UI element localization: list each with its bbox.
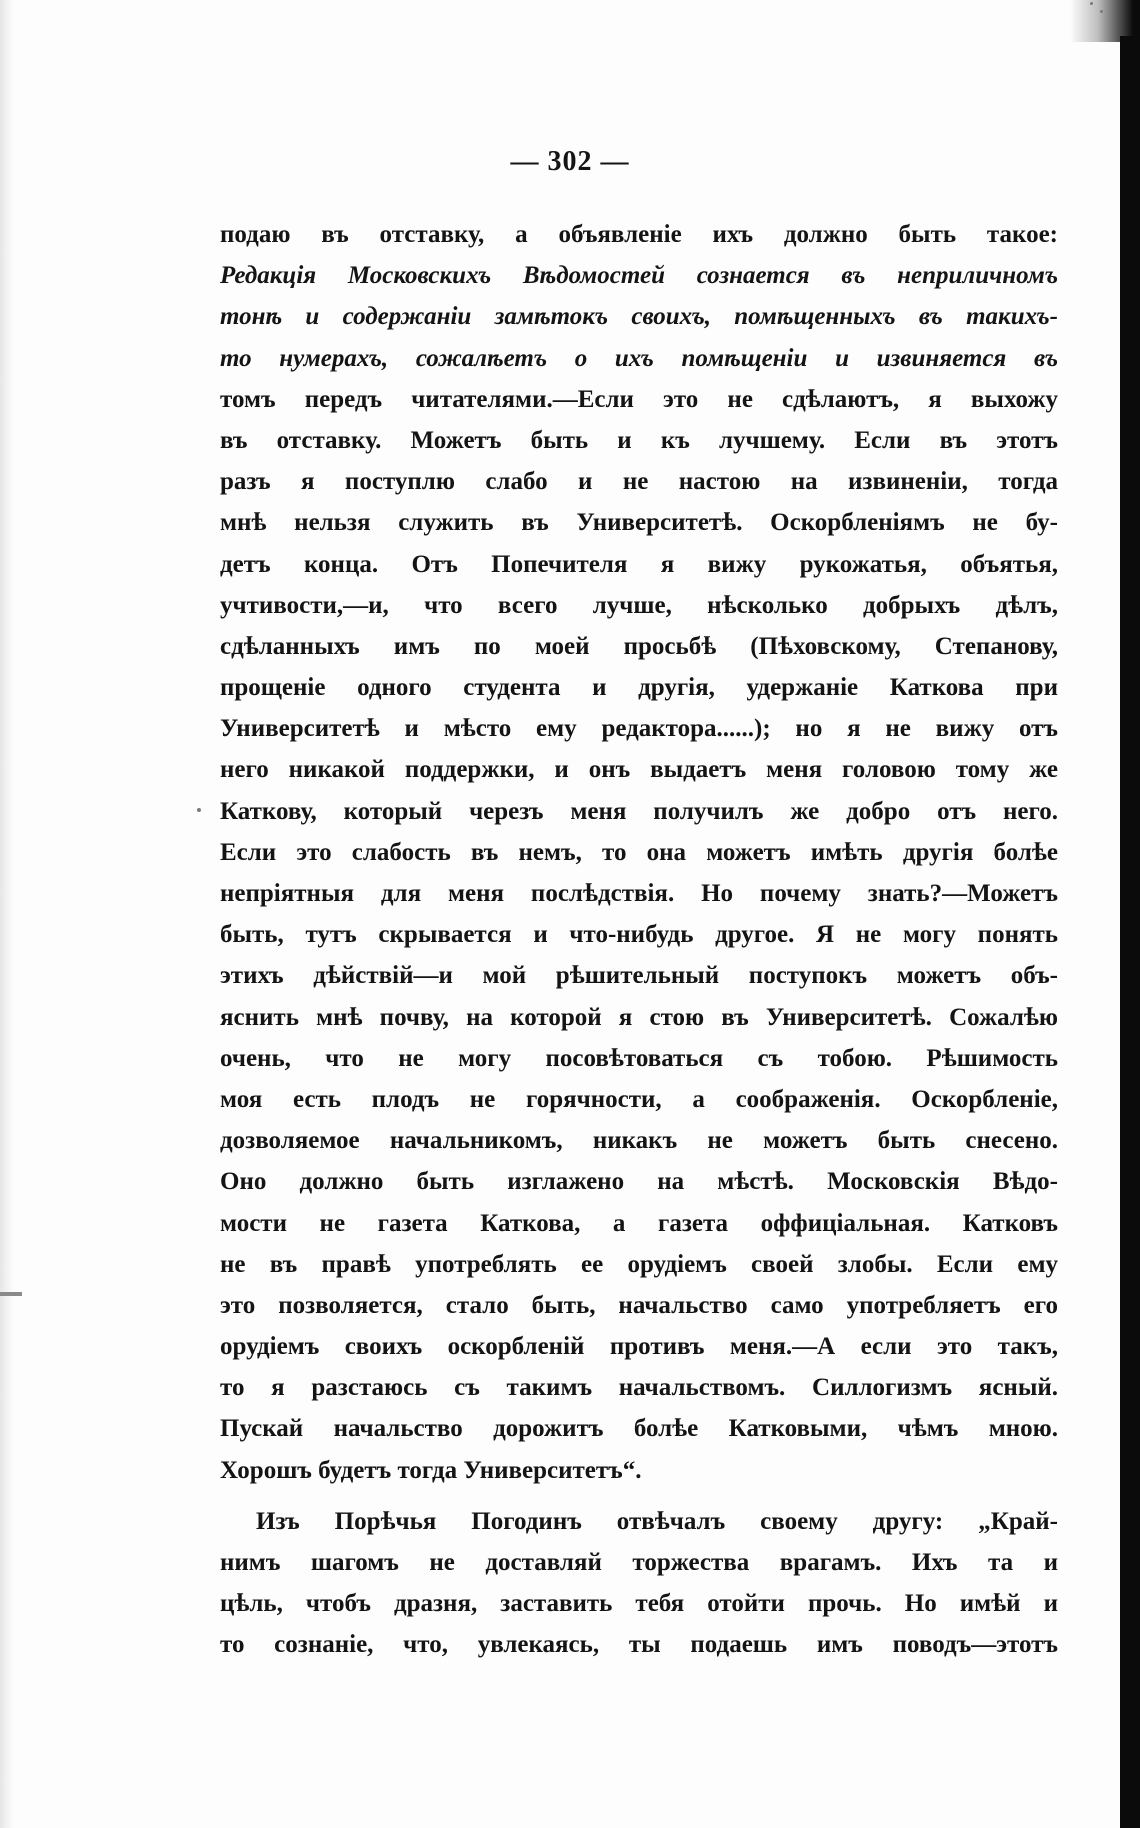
text-line: дозволяемое начальникомъ, никакъ не можетъ быть снесено. xyxy=(220,1127,1058,1155)
text-line: мости не газета Каткова, а газета оффиціальная. Катковъ xyxy=(220,1209,1058,1237)
text-line: то нумерахъ, сожалѣетъ о ихъ помѣщеніи и извиняется въ xyxy=(220,344,1058,372)
text-line: быть, тутъ скрывается и что-нибудь другое. Я не могу понять xyxy=(220,921,1058,949)
scan-speck xyxy=(197,808,201,812)
text-line: этихъ дѣйствій—и мой рѣшительный поступокъ можетъ объ- xyxy=(220,962,1058,990)
text-line: Пускай начальство дорожитъ болѣе Катковыми, чѣмъ мною. xyxy=(220,1415,1058,1443)
text-line: Хорошъ будетъ тогда Университетъ“. xyxy=(220,1456,642,1484)
text-line: Изъ Порѣчья Погодинъ отвѣчалъ своему другу: „Край- xyxy=(256,1507,1058,1535)
text-line: то я разстаюсь съ такимъ начальствомъ. Силлогизмъ ясный. xyxy=(220,1374,1058,1402)
text-line: цѣль, чтобъ дразня, заставить тебя отойти прочь. Но имѣй и xyxy=(220,1590,1058,1618)
text-line: учтивости,—и, что всего лучше, нѣсколько добрыхъ дѣлъ, xyxy=(220,591,1058,619)
scan-speck xyxy=(1090,2,1093,5)
text-line: сдѣланныхъ имъ по моей просьбѣ (Пѣховскому, Степанову, xyxy=(220,632,1058,660)
paragraph-gap xyxy=(220,1491,1058,1501)
text-line: яснить мнѣ почву, на которой я стою въ Университетѣ. Сожалѣю xyxy=(220,1003,1058,1031)
text-line: въ отставку. Можетъ быть и къ лучшему. Если въ этотъ xyxy=(220,426,1058,454)
text-line: непріятныя для меня послѣдствія. Но почему знать?—Можетъ xyxy=(220,880,1058,907)
text-line: разъ я поступлю слабо и не настою на извиненіи, тогда xyxy=(220,468,1058,496)
page-number: — 302 — xyxy=(510,146,630,177)
text-line: это позволяется, стало быть, начальство само употребляетъ его xyxy=(220,1291,1058,1319)
text-line: подаю въ отставку, а объявленіе ихъ должно быть такое: xyxy=(220,221,1058,248)
text-line: Если это слабость въ немъ, то она можетъ имѣть другія болѣе xyxy=(220,838,1058,866)
scan-left-shadow xyxy=(0,0,14,1828)
text-line: Каткову, который черезъ меня получилъ же добро отъ него. xyxy=(220,797,1058,825)
text-line: орудіемъ своихъ оскорбленій противъ меня.—А если это такъ, xyxy=(220,1333,1058,1361)
body-text xyxy=(220,214,1058,1666)
text-line: нимъ шагомъ не доставляй торжества врагамъ. Ихъ та и xyxy=(220,1549,1058,1576)
text-line: мнѣ нельзя служить въ Университетѣ. Оскорбленіямъ не бу- xyxy=(220,509,1058,537)
text-line: тонѣ и содержаніи замѣтокъ своихъ, помѣщенныхъ въ такихъ- xyxy=(220,303,1058,331)
text-line: томъ передъ читателями.—Если это не сдѣлаютъ, я выхожу xyxy=(220,385,1058,413)
text-line: моя есть плодъ не горячности, а соображенія. Оскорбленіе, xyxy=(220,1085,1058,1113)
scan-right-edge xyxy=(1120,36,1140,1828)
text-line: то сознаніе, что, увлекаясь, ты подаешь имъ поводъ—этотъ xyxy=(220,1631,1058,1659)
scan-margin-mark xyxy=(0,1292,22,1296)
text-line: прощеніе одного студента и другія, удержаніе Каткова при xyxy=(220,674,1058,702)
text-line: очень, что не могу посовѣтоваться съ тобою. Рѣшимость xyxy=(220,1044,1058,1072)
text-line: Оно должно быть изглажено на мѣстѣ. Московскія Вѣдо- xyxy=(220,1168,1058,1196)
text-line: не въ правѣ употреблять ее орудіемъ своей злобы. Если ему xyxy=(220,1250,1058,1278)
text-line: Университетѣ и мѣсто ему редактора......); но я не вижу отъ xyxy=(220,715,1058,743)
text-line: детъ конца. Отъ Попечителя я вижу рукожатья, объятья, xyxy=(220,550,1058,578)
text-line: него никакой поддержки, и онъ выдаетъ меня головою тому же xyxy=(220,756,1058,784)
scan-speck xyxy=(1100,10,1103,13)
text-line: Редакція Московскихъ Вѣдомостей сознается въ неприличномъ xyxy=(220,262,1058,290)
